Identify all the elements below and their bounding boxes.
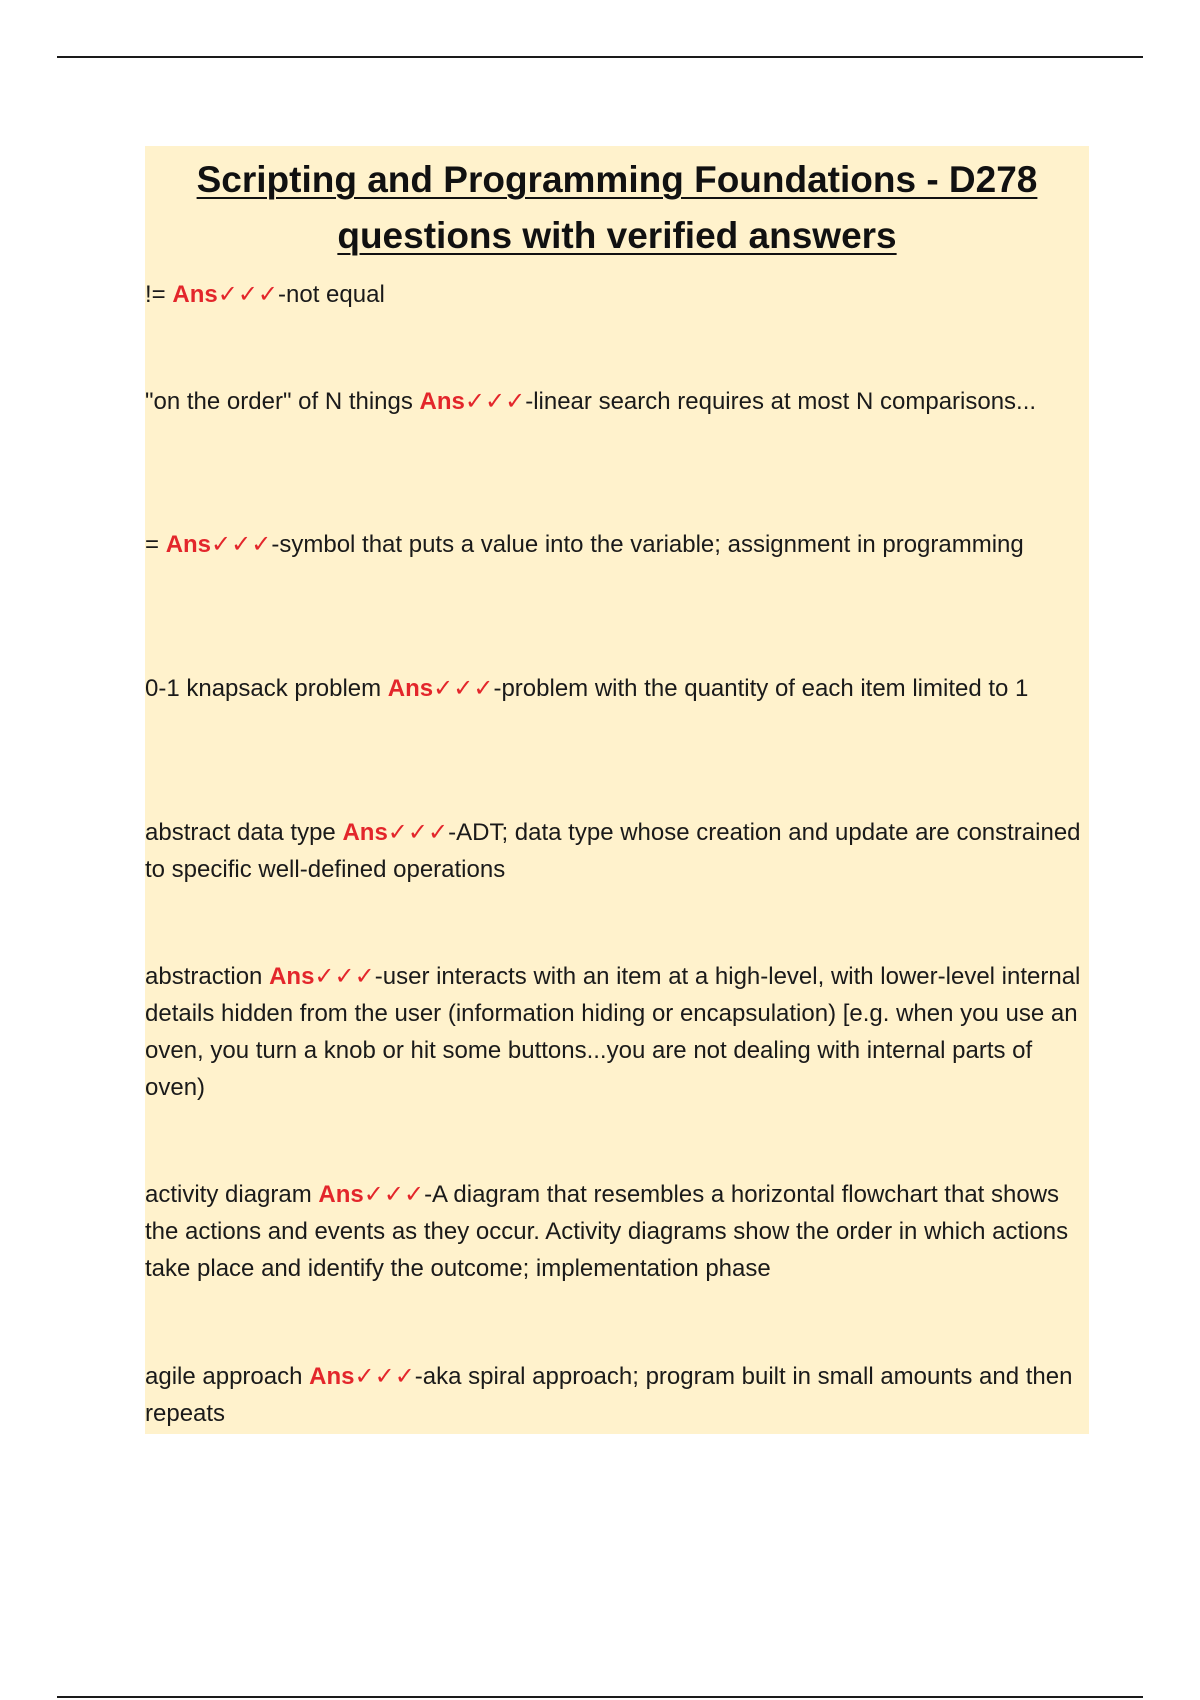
entry-definition: -A diagram that resembles a horizontal flowchart that shows the actions and events as they occur. Activity diagrams show the order in which actions take place and identify the outcome; implementation phase <box>145 1181 1069 1282</box>
check-marks: ✓✓✓ <box>211 531 272 558</box>
entry-term: abstraction <box>145 963 270 990</box>
entry-assignment <box>145 526 1089 563</box>
entry-knapsack <box>145 670 1089 707</box>
entry-definition: -symbol that puts a value into the variable; assignment in programming <box>271 531 1024 558</box>
entry-term: != <box>145 281 173 308</box>
entry-abstraction <box>145 958 1089 1106</box>
entry-definition: -aka spiral approach; program built in small amounts and then repeats <box>145 1363 1073 1427</box>
entry-term: abstract data type <box>145 819 343 846</box>
entry-agile-approach <box>145 1358 1089 1432</box>
entry-term: activity diagram <box>145 1181 319 1208</box>
check-marks: ✓✓✓ <box>433 675 494 702</box>
check-marks: ✓✓✓ <box>387 819 449 846</box>
entry-definition: -not equal <box>278 281 385 308</box>
check-marks: ✓✓✓ <box>217 281 279 308</box>
answer-marker: Ans <box>165 531 212 558</box>
check-marks: ✓✓✓ <box>354 1363 415 1390</box>
check-marks: ✓✓✓ <box>464 388 526 415</box>
answer-marker: Ans <box>172 281 218 308</box>
top-divider <box>57 56 1143 58</box>
entry-definition: -linear search requires at most N comparisons... <box>525 388 1037 415</box>
answer-marker: Ans <box>269 963 315 990</box>
entry-abstract-data-type <box>145 814 1089 888</box>
answer-marker: Ans <box>387 675 434 702</box>
check-marks: ✓✓✓ <box>363 1181 425 1208</box>
entry-definition: -ADT; data type whose creation and update are constrained to specific well-defined operations <box>145 819 1081 883</box>
entry-term: agile approach <box>145 1363 310 1390</box>
bottom-divider <box>57 1696 1143 1698</box>
answer-marker: Ans <box>419 388 465 415</box>
entry-definition: -user interacts with an item at a high-level, with lower-level internal details hidden from the user (information hiding or encapsulation) [e.g. when you use an oven, you turn a knob or hit some buttons...you are not dealing with internal parts of oven) <box>145 963 1081 1101</box>
entry-not-equal <box>145 276 1089 313</box>
entry-term: 0-1 knapsack problem <box>145 675 388 702</box>
entry-term: "on the order" of N things <box>145 388 420 415</box>
check-marks: ✓✓✓ <box>314 963 375 990</box>
document-title: Scripting and Programming Foundations - D278 questions with verified answers <box>196 159 1038 256</box>
answer-marker: Ans <box>309 1363 355 1390</box>
entry-activity-diagram <box>145 1176 1089 1287</box>
answer-marker: Ans <box>342 819 388 846</box>
entry-definition: -problem with the quantity of each item limited to 1 <box>493 675 1029 702</box>
entry-term: = <box>145 531 166 558</box>
answer-marker: Ans <box>318 1181 364 1208</box>
entry-on-the-order <box>145 383 1089 420</box>
document-content <box>145 146 1089 1434</box>
